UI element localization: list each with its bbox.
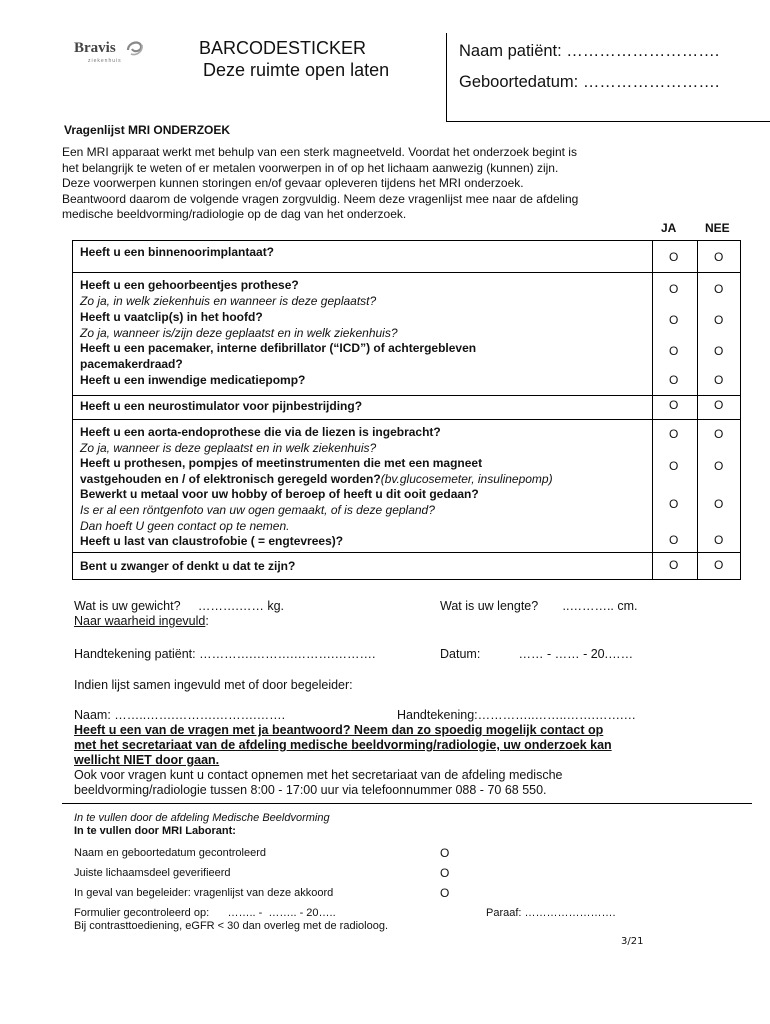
patient-info: [459, 36, 719, 98]
question-zwanger: [80, 558, 295, 574]
radio-yes-q8[interactable]: O: [669, 459, 679, 473]
question-subtext: Zo ja, wanneer is/zijn deze geplaatst en in welk ziekenhuis?: [80, 326, 398, 340]
question-text: vastgehouden en / of elektronisch geregeld worden?: [80, 472, 381, 486]
guardian-name-field[interactable]: Naam: ……..…….……….……….…….: [74, 708, 286, 722]
radio-yes-q3[interactable]: O: [669, 313, 679, 327]
warning-line: Heeft u een van de vragen met ja beantwoord? Neem dan zo spoedig mogelijk contact op: [74, 723, 604, 737]
birthdate-field[interactable]: Geboortedatum: …………………….: [459, 73, 720, 91]
question-binnenoorimplantaat: [80, 244, 274, 260]
contact-warning: [74, 723, 612, 798]
radio-yes-q4[interactable]: O: [669, 344, 679, 358]
radio-no-q3[interactable]: O: [714, 313, 724, 327]
info-line: Ook voor vragen kunt u contact opnemen met het secretariaat van de afdeling medische: [74, 768, 563, 782]
signature-patient-field[interactable]: Handtekening patiënt: ………….……….……….……….: [74, 647, 376, 661]
question-prothesen: [80, 455, 553, 487]
question-text: Heeft u een binnenoorimplantaat?: [80, 245, 275, 259]
question-text: Heeft u prothesen, pompjes of meetinstrumenten die met een magneet: [80, 456, 483, 470]
question-gehoorbeentjes: [80, 277, 376, 309]
weight-field[interactable]: Wat is uw gewicht? ……….…… kg.: [74, 599, 285, 613]
warning-line: met het secretariaat van de afdeling medische beeldvorming/radiologie, uw onderzoek kan: [74, 738, 612, 752]
logo-swirl-icon: [124, 36, 146, 58]
intro-line: Beantwoord daarom de volgende vragen zorgvuldig. Neem deze vragenlijst mee naar de afdeling: [62, 191, 579, 206]
radio-yes-q2[interactable]: O: [669, 282, 679, 296]
check-radio-3[interactable]: O: [440, 886, 450, 900]
radio-no-q10[interactable]: O: [714, 533, 724, 547]
question-vaatclips: [80, 309, 398, 341]
radio-yes-q5[interactable]: O: [669, 373, 679, 387]
question-subtext: Dan hoeft U geen contact op te nemen.: [80, 519, 290, 533]
weight-note-text: Naar waarheid ingevuld: [74, 614, 206, 628]
intro-line: Deze voorwerpen kunnen storingen en/of gevaar opleveren tijdens het MRI onderzoek.: [62, 176, 524, 190]
check-name-birthdate: Naam en geboortedatum gecontroleerd: [74, 847, 267, 859]
radio-no-q4[interactable]: O: [714, 344, 724, 358]
radio-no-q11[interactable]: O: [714, 558, 724, 572]
question-subtext: Zo ja, wanneer is deze geplaatst en in welk ziekenhuis?: [80, 441, 377, 455]
question-text: Bent u zwanger of denkt u dat te zijn?: [80, 559, 296, 573]
intro-line: medische beeldvorming/radiologie op de dag van het onderzoek.: [62, 207, 407, 221]
egfr-note: Bij contrasttoediening, eGFR < 30 dan overleg met de radioloog.: [74, 920, 388, 932]
logo-subtext: ziekenhuis: [88, 58, 122, 64]
question-subtext: Zo ja, in welk ziekenhuis en wanneer is deze geplaatst?: [80, 294, 377, 308]
table-divider-horizontal: [72, 552, 741, 553]
question-text: Heeft u een gehoorbeentjes prothese?: [80, 278, 299, 292]
barcode-subtitle: Deze ruimte open laten: [203, 60, 390, 80]
checked-on-field[interactable]: Formulier gecontroleerd op: …….. - …….. - 20…..: [74, 907, 336, 919]
page-number: 3/21: [621, 936, 644, 947]
staff-line-2: In te vullen door MRI Laborant:: [74, 825, 236, 837]
question-text: pacemakerdraad?: [80, 357, 183, 371]
radio-yes-q1[interactable]: O: [669, 250, 679, 264]
column-header-no: NEE: [705, 221, 730, 235]
weight-note: [74, 614, 209, 628]
question-text: Heeft u een neurostimulator voor pijnbestrijding?: [80, 399, 363, 413]
logo-text: Bravis: [74, 40, 116, 56]
question-text: Heeft u een pacemaker, interne defibrillator (“ICD”) of achtergebleven: [80, 341, 477, 355]
column-header-yes: JA: [661, 221, 677, 235]
bravis-logo: [74, 34, 154, 68]
table-divider-vertical: [697, 240, 698, 580]
question-pacemaker: [80, 340, 476, 372]
staff-line-1: In te vullen door de afdeling Medische Beeldvorming: [74, 812, 330, 824]
radio-no-q2[interactable]: O: [714, 282, 724, 296]
question-subtext: Is er al een röntgenfoto van uw ogen gemaakt, of is deze gepland?: [80, 503, 435, 517]
barcode-area: [199, 37, 389, 81]
radio-no-q6[interactable]: O: [714, 398, 724, 412]
radio-no-q9[interactable]: O: [714, 497, 724, 511]
table-divider-horizontal: [72, 419, 741, 420]
patient-name-field[interactable]: Naam patiënt: ……………………….: [459, 42, 720, 60]
question-aorta-endoprothese: [80, 424, 441, 456]
check-guardian: In geval van begeleider: vragenlijst van deze akkoord: [74, 887, 334, 899]
radio-no-q5[interactable]: O: [714, 373, 724, 387]
check-radio-1[interactable]: O: [440, 846, 450, 860]
radio-no-q7[interactable]: O: [714, 427, 724, 441]
date-field[interactable]: Datum: …… - …… - 20.……: [440, 647, 634, 661]
table-divider-vertical: [652, 240, 653, 580]
header-divider-vertical: [446, 33, 447, 122]
warning-line: wellicht NIET door gaan.: [74, 753, 220, 767]
check-radio-2[interactable]: O: [440, 866, 450, 880]
question-subtext: (bv.glucosemeter, insulinepomp): [380, 472, 553, 486]
section-separator: [62, 803, 752, 804]
questionnaire-heading: Vragenlijst MRI ONDERZOEK: [64, 123, 231, 137]
radio-yes-q10[interactable]: O: [669, 533, 679, 547]
guardian-intro: Indien lijst samen ingevuld met of door begeleider:: [74, 678, 353, 692]
question-medicatiepomp: [80, 372, 305, 388]
radio-yes-q6[interactable]: O: [669, 398, 679, 412]
question-text: Heeft u een inwendige medicatiepomp?: [80, 373, 306, 387]
intro-text: [62, 145, 702, 223]
check-body-part: Juiste lichaamsdeel geverifieerd: [74, 867, 231, 879]
height-field[interactable]: Wat is uw lengte? ..……….. cm.: [440, 599, 638, 613]
intro-line: Een MRI apparaat werkt met behulp van een sterk magneetveld. Voordat het onderzoek begint is: [62, 145, 577, 159]
info-line: beeldvorming/radiologie tussen 8:00 - 17:00 uur via telefoonnummer 088 - 70 68 550.: [74, 783, 547, 797]
initials-field[interactable]: Paraaf: …………………….: [486, 907, 616, 919]
radio-yes-q7[interactable]: O: [669, 427, 679, 441]
question-text: Heeft u vaatclip(s) in het hoofd?: [80, 310, 263, 324]
intro-line: het belangrijk te weten of er metalen voorwerpen in of op het lichaam aanwezig (kunnen) zijn.: [62, 160, 559, 175]
barcode-title: BARCODESTICKER: [199, 38, 367, 58]
radio-yes-q9[interactable]: O: [669, 497, 679, 511]
question-text: Bewerkt u metaal voor uw hobby of beroep of heeft u dit ooit gedaan?: [80, 487, 479, 501]
question-text: Heeft u een aorta-endoprothese die via de liezen is ingebracht?: [80, 425, 441, 439]
question-neurostimulator: [80, 398, 362, 414]
radio-yes-q11[interactable]: O: [669, 558, 679, 572]
header-divider-horizontal: [446, 121, 770, 122]
weight-note-colon: :: [205, 614, 209, 628]
radio-no-q1[interactable]: O: [714, 250, 724, 264]
guardian-signature-field[interactable]: Handtekening:…………..……..…….…….…: [397, 708, 636, 722]
radio-no-q8[interactable]: O: [714, 459, 724, 473]
table-divider-horizontal: [72, 272, 741, 273]
question-claustrofobie: [80, 533, 343, 549]
question-text: Heeft u last van claustrofobie ( = engtevrees)?: [80, 534, 344, 548]
table-divider-horizontal: [72, 395, 741, 396]
question-metaal: [80, 486, 479, 534]
